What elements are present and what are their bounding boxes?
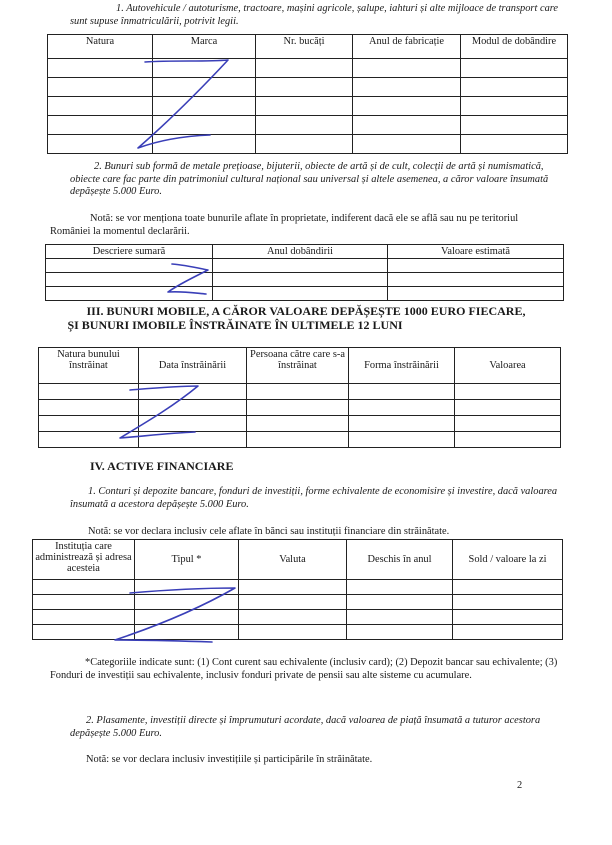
col-header: Valoare estimată (388, 245, 564, 259)
section3-title-line1: III. BUNURI MOBILE, A CĂROR VALOARE DEPĂȘEȘTE 1000 EURO FIECARE, (86, 304, 526, 318)
section2-note: Notă: se vor menționa toate bunurile aflate în proprietate, indiferent dacă ele se află sau nu pe teritoriul României la momentul declarării. (50, 213, 519, 237)
section2-intro: 2. Bunuri sub formă de metale prețioase, bijuterii, obiecte de artă și de cult, colecții de artă și numismatică, obiecte care fac parte din patrimoniul cultural național sau universal și altele asemenea, a căror valoare însumată depășește 5.000 Euro. (70, 161, 549, 197)
categories-footnote: *Categoriile indicate sunt: (1) Cont curent sau echivalente (inclusiv card); (2) Depozit bancar sau echivalente; (3) Fonduri de investiții sau echivalente, inclusiv fonduri private de pensii sau alte sisteme cu acumulare. (50, 657, 558, 681)
section4-intro2: 2. Plasamente, investiții directe și împrumuturi acordate, dacă valoarea de piață însumată a tuturor acestora depășește 5.000 Euro. (70, 715, 541, 739)
section4-note: Notă: se vor declara inclusiv cele aflate în bănci sau instituții financiare din străinătate. (88, 526, 450, 537)
col-header: Valuta (239, 540, 347, 580)
section4-intro: 1. Conturi și depozite bancare, fonduri de investiții, forme echivalente de economisire și investire, dacă valoarea însumată a acestora depășește 5.000 Euro. (70, 486, 558, 510)
section1-intro: 1. Autovehicule / autoturisme, tractoare, mașini agricole, șalupe, iahturi și alte mijloace de transport care sunt supuse înmatriculării, potrivit legii. (70, 3, 559, 27)
col-header: Natura bunului înstrăinat (39, 348, 139, 384)
section4-note2: Notă: se vor declara inclusiv investițiile și participările în străinătate. (86, 754, 373, 765)
col-header: Valoarea (455, 348, 561, 384)
col-header: Deschis în anul (347, 540, 453, 580)
col-header: Descriere sumară (46, 245, 213, 259)
col-header: Persoana către care s-a înstrăinat (247, 348, 349, 384)
col-header: Natura (48, 35, 153, 59)
col-header: Nr. bucăți (256, 35, 353, 59)
col-header: Instituția care administrează și adresa acesteia (33, 540, 135, 580)
section3-title-line2: ȘI BUNURI IMOBILE ÎNSTRĂINATE ÎN ULTIMELE 12 LUNI (67, 318, 403, 332)
col-header: Data înstrăinării (139, 348, 247, 384)
col-header: Forma înstrăinării (349, 348, 455, 384)
col-header: Anul de fabricație (353, 35, 461, 59)
col-header: Marca (153, 35, 256, 59)
col-header: Tipul * (135, 540, 239, 580)
col-header: Anul dobândirii (213, 245, 388, 259)
col-header: Sold / valoare la zi (453, 540, 563, 580)
col-header: Modul de dobândire (461, 35, 568, 59)
page-number: 2 (517, 780, 523, 791)
section4-title: IV. ACTIVE FINANCIARE (90, 459, 234, 473)
